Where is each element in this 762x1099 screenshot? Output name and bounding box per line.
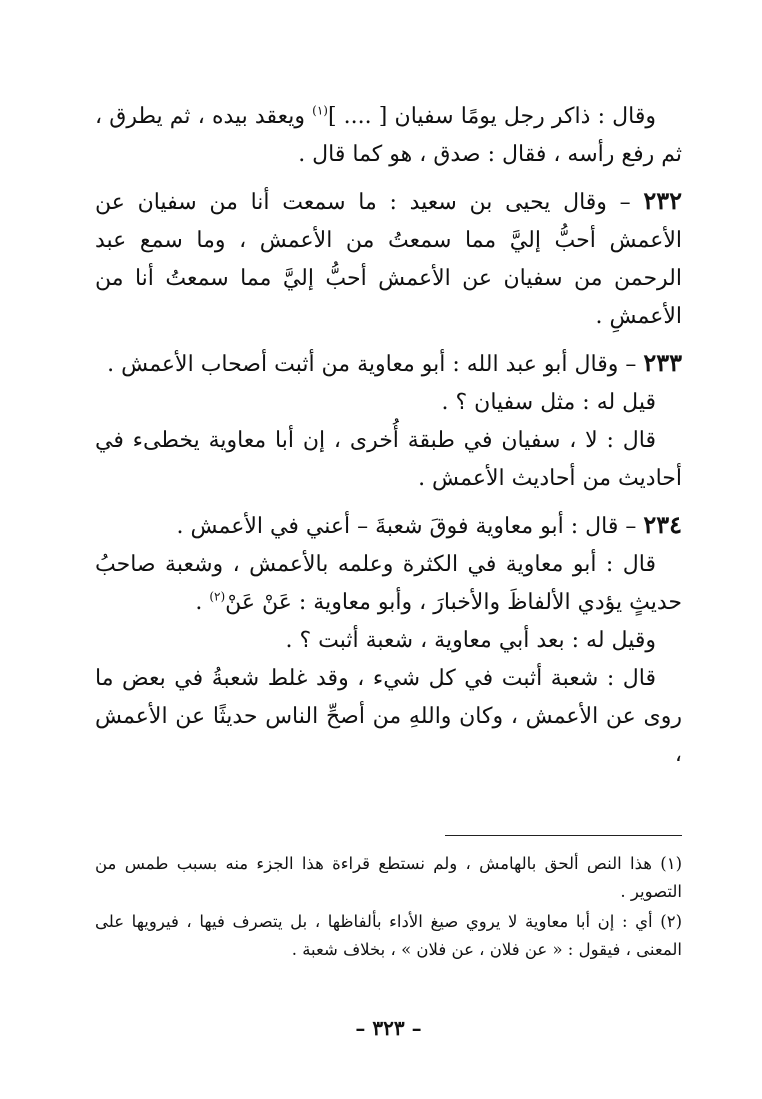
paragraph-text: – قال : أبو معاوية فوقَ شعبةَ – أعني في الأعمش . bbox=[176, 514, 644, 539]
footnote-marker: (١) bbox=[312, 103, 328, 118]
paragraph-text: ويعقد بيده ، ثم يطرق ، ثم رفع رأسه ، فقال : صدق ، هو كما قال . bbox=[95, 104, 682, 167]
paragraph-text: قيل له : مثل سفيان ؟ . bbox=[441, 390, 656, 415]
paragraph-answer bbox=[95, 422, 682, 498]
footnote-divider bbox=[445, 835, 682, 836]
paragraph-234 bbox=[95, 506, 682, 546]
paragraph-text: قال : لا ، سفيان في طبقة أُخرى ، إن أبا معاوية يخطىء في أحاديث من أحاديث الأعمش . bbox=[95, 428, 682, 491]
paragraph-comparison bbox=[95, 546, 682, 622]
paragraph-233 bbox=[95, 344, 682, 384]
paragraph-text: . bbox=[195, 590, 210, 615]
paragraph-text: قال : شعبة أثبت في كل شيء ، وقد غلط شعبةُ في بعض ما روى عن الأعمش ، وكان واللهِ من أصحِّ الناس حديثًا عن الأعمش ، bbox=[95, 666, 682, 767]
main-text bbox=[95, 98, 682, 774]
footnote-marker: (٢) bbox=[209, 589, 226, 604]
entry-number: ٢٣٤ bbox=[643, 510, 682, 539]
entry-number: ٢٣٣ bbox=[643, 348, 682, 377]
paragraph-232 bbox=[95, 182, 682, 336]
paragraph-intro bbox=[95, 98, 682, 174]
footnotes bbox=[95, 850, 682, 966]
footnote-2: (٢) أي : إن أبا معاوية لا يروي صيغ الأداء بألفاظها ، بل يتصرف فيها ، فيرويها على المعنى ، فيقول : « عن فلان ، عن فلان » ، بخلاف شعبة . bbox=[95, 912, 682, 959]
paragraph-text: قال : أبو معاوية في الكثرة وعلمه بالأعمش ، وشعبة صاحبُ حديثٍ يؤدي الألفاظَ والأخبارَ ، وأبو معاوية : عَنْ عَنْ bbox=[95, 552, 682, 615]
book-page bbox=[95, 98, 682, 1058]
paragraph-question bbox=[95, 384, 682, 422]
footnote-1: (١) هذا النص ألحق بالهامش ، ولم نستطع قراءة هذا الجزء منه بسبب طمس من التصوير . bbox=[95, 854, 682, 901]
paragraph-question-2 bbox=[95, 622, 682, 660]
paragraph-text: – وقال يحيى بن سعيد : ما سمعت أنا من سفيان عن الأعمش أحبُّ إليَّ مما سمعتُ من الأعمش ، وما سمع عبد الرحمن من سفيان عن الأعمش أحبُّ إليَّ مما سمعتُ أنا من الأعمشِ . bbox=[95, 190, 682, 329]
page-number: – ٣٢٣ – bbox=[355, 1016, 422, 1040]
paragraph-answer-2 bbox=[95, 660, 682, 774]
paragraph-text: وقال : ذاكر رجل يومًا سفيان [ .... ] bbox=[327, 104, 656, 129]
paragraph-text: وقيل له : بعد أبي معاوية ، شعبة أثبت ؟ . bbox=[285, 628, 656, 653]
paragraph-text: – وقال أبو عبد الله : أبو معاوية من أثبت أصحاب الأعمش . bbox=[107, 352, 644, 377]
entry-number: ٢٣٢ bbox=[643, 186, 682, 215]
